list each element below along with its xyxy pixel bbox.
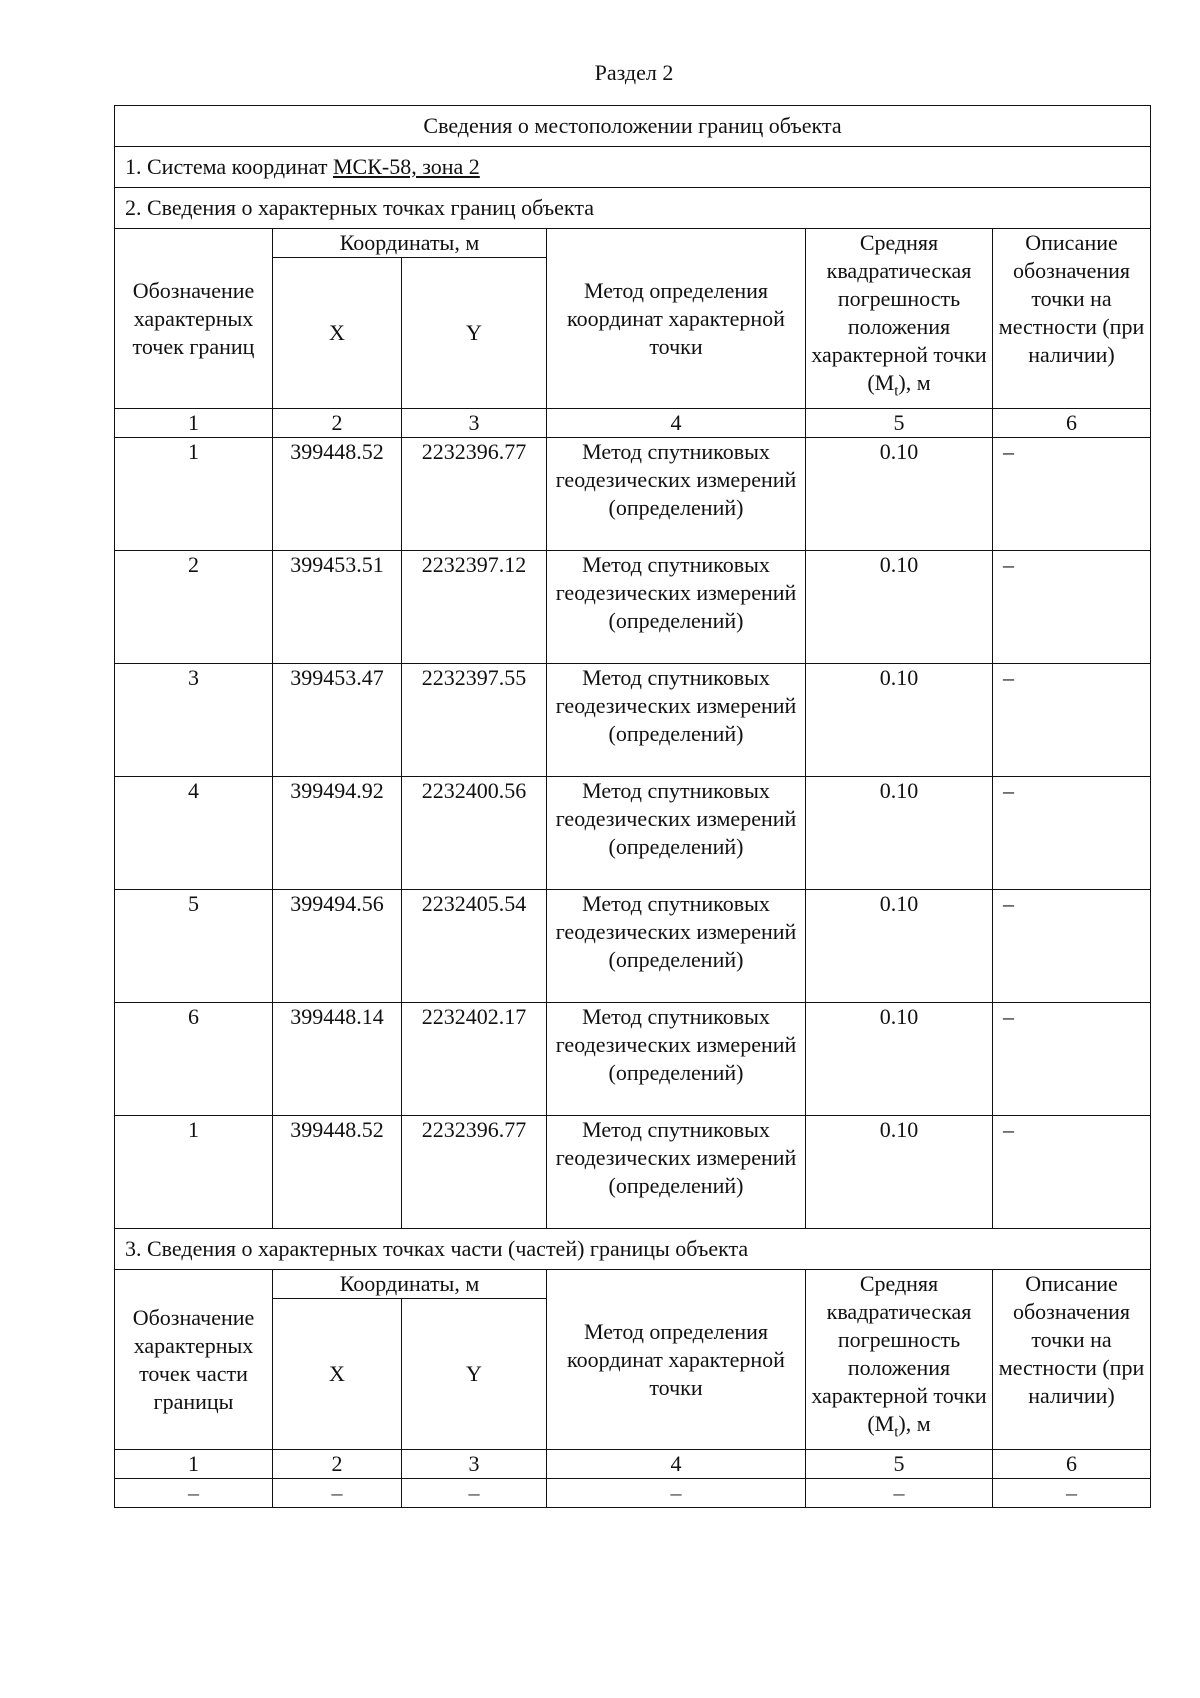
point-error: 0.10 — [806, 1116, 993, 1229]
point-x: 399453.47 — [273, 664, 402, 777]
header-y: Y — [402, 258, 547, 409]
table-row — [115, 1479, 1151, 1508]
header-error-unit: ), м — [898, 370, 931, 395]
header-x: X — [273, 258, 402, 409]
column-number: 1 — [115, 409, 273, 438]
column-number: 3 — [402, 1450, 547, 1479]
part-point-id: – — [115, 1479, 273, 1508]
header-description: Описание обозначения точки на местности (при наличии) — [993, 229, 1151, 409]
point-id: 3 — [115, 664, 273, 777]
header-error-text: Средняя квадратическая погрешность положения характерной точки (M — [811, 230, 987, 395]
point-id: 1 — [115, 438, 273, 551]
point-description: – — [993, 777, 1151, 890]
column-number: 3 — [402, 409, 547, 438]
header-error — [806, 229, 993, 409]
column-number: 6 — [993, 1450, 1151, 1479]
point-x: 399448.52 — [273, 438, 402, 551]
header-error-unit: ), м — [898, 1411, 931, 1436]
point-x: 399448.52 — [273, 1116, 402, 1229]
point-y: 2232397.55 — [402, 664, 547, 777]
point-x: 399448.14 — [273, 1003, 402, 1116]
point-error: 0.10 — [806, 438, 993, 551]
table-row — [115, 1116, 1151, 1229]
column-number: 6 — [993, 409, 1151, 438]
table-row — [115, 551, 1151, 664]
table-row — [115, 890, 1151, 1003]
point-error: 0.10 — [806, 1003, 993, 1116]
point-description: – — [993, 890, 1151, 1003]
part-point-method: – — [547, 1479, 806, 1508]
header-y: Y — [402, 1299, 547, 1450]
point-method: Метод спутниковых геодезических измерений (определений) — [547, 1003, 806, 1116]
point-method: Метод спутниковых геодезических измерений (определений) — [547, 664, 806, 777]
point-method: Метод спутниковых геодезических измерений (определений) — [547, 438, 806, 551]
header-part-point-designation: Обозначение характерных точек части границы — [115, 1270, 273, 1450]
part-point-description: – — [993, 1479, 1151, 1508]
page-title: Раздел 2 — [594, 60, 674, 85]
point-description: – — [993, 1116, 1151, 1229]
point-id: 4 — [115, 777, 273, 890]
header-error-text: Средняя квадратическая погрешность положения характерной точки (M — [811, 1271, 987, 1436]
point-method: Метод спутниковых геодезических измерений (определений) — [547, 890, 806, 1003]
header-x: X — [273, 1299, 402, 1450]
point-y: 2232397.12 — [402, 551, 547, 664]
point-method: Метод спутниковых геодезических измерений (определений) — [547, 777, 806, 890]
table-title: Сведения о местоположении границ объекта — [115, 106, 1151, 147]
section-3-heading: 3. Сведения о характерных точках части (частей) границы объекта — [115, 1229, 1151, 1270]
header-method: Метод определения координат характерной точки — [547, 1270, 806, 1450]
point-description: – — [993, 551, 1151, 664]
column-number-row — [115, 409, 1151, 438]
coordinate-system-value: МСК-58, зона 2 — [332, 154, 480, 179]
header-description: Описание обозначения точки на местности (при наличии) — [993, 1270, 1151, 1450]
column-number: 5 — [806, 1450, 993, 1479]
column-number: 4 — [547, 1450, 806, 1479]
point-id: 6 — [115, 1003, 273, 1116]
point-description: – — [993, 664, 1151, 777]
table-row — [115, 777, 1151, 890]
point-description: – — [993, 438, 1151, 551]
point-x: 399494.56 — [273, 890, 402, 1003]
coordinate-system-row — [115, 147, 1151, 188]
point-error: 0.10 — [806, 664, 993, 777]
column-number: 2 — [273, 409, 402, 438]
table-row — [115, 1003, 1151, 1116]
header-error — [806, 1270, 993, 1450]
point-description: – — [993, 1003, 1151, 1116]
part-point-error: – — [806, 1479, 993, 1508]
point-id: 2 — [115, 551, 273, 664]
header-error-sub: t — [894, 383, 899, 400]
part-point-x: – — [273, 1479, 402, 1508]
column-number: 5 — [806, 409, 993, 438]
column-number-row — [115, 1450, 1151, 1479]
header-point-designation: Обозначение характерных точек границ — [115, 229, 273, 409]
column-number: 4 — [547, 409, 806, 438]
section-2-heading: 2. Сведения о характерных точках границ объекта — [115, 188, 1151, 229]
part-point-y: – — [402, 1479, 547, 1508]
point-error: 0.10 — [806, 890, 993, 1003]
point-y: 2232396.77 — [402, 1116, 547, 1229]
column-number: 2 — [273, 1450, 402, 1479]
point-error: 0.10 — [806, 551, 993, 664]
point-id: 5 — [115, 890, 273, 1003]
table-row — [115, 438, 1151, 551]
header-error-sub: t — [894, 1424, 899, 1441]
point-y: 2232405.54 — [402, 890, 547, 1003]
point-y: 2232400.56 — [402, 777, 547, 890]
point-y: 2232402.17 — [402, 1003, 547, 1116]
boundary-table — [114, 105, 1151, 1508]
header-coordinates: Координаты, м — [273, 1270, 547, 1299]
point-x: 399453.51 — [273, 551, 402, 664]
column-number: 1 — [115, 1450, 273, 1479]
point-method: Метод спутниковых геодезических измерений (определений) — [547, 1116, 806, 1229]
header-method: Метод определения координат характерной точки — [547, 229, 806, 409]
header-coordinates: Координаты, м — [273, 229, 547, 258]
point-id: 1 — [115, 1116, 273, 1229]
point-x: 399494.92 — [273, 777, 402, 890]
point-y: 2232396.77 — [402, 438, 547, 551]
table-row — [115, 664, 1151, 777]
point-method: Метод спутниковых геодезических измерений (определений) — [547, 551, 806, 664]
coordinate-system-label: 1. Система координат — [125, 154, 333, 179]
point-error: 0.10 — [806, 777, 993, 890]
